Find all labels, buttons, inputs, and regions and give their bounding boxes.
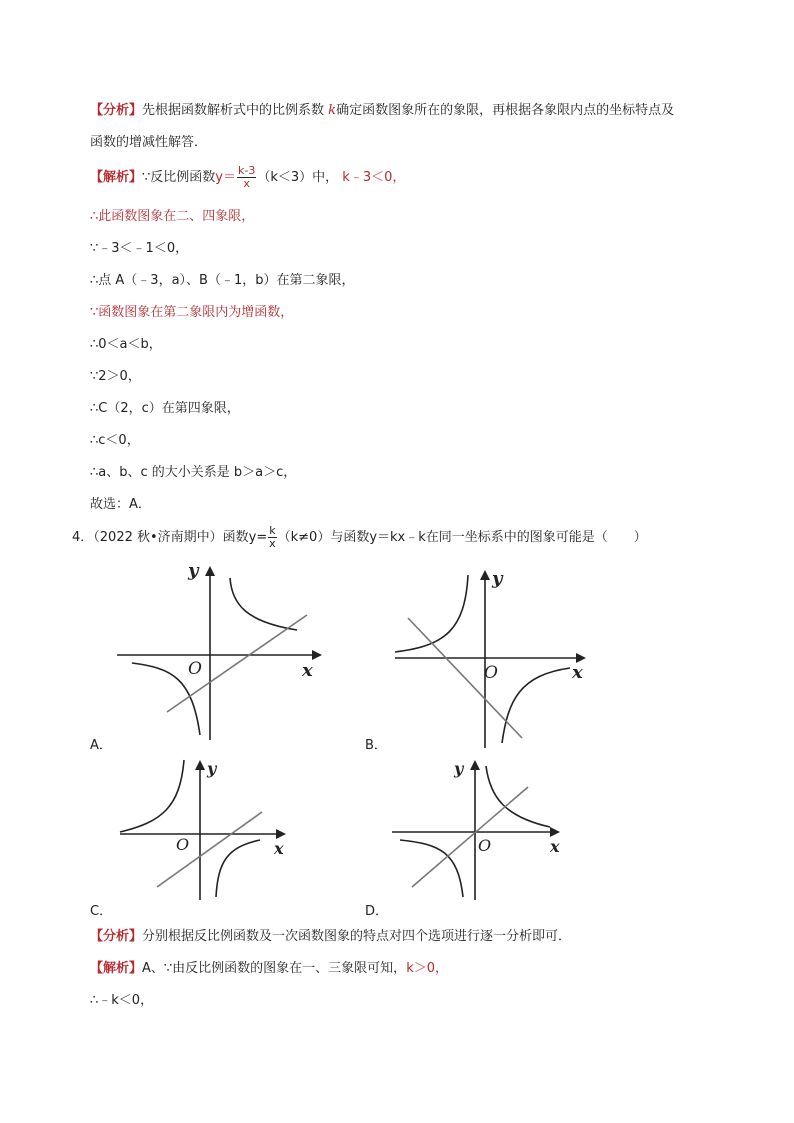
question-suffix: 与函数y＝kx﹣k在同一坐标系中的图象可能是（ ） bbox=[330, 530, 647, 545]
analysis-k: k bbox=[328, 103, 337, 118]
fraction-denominator: x bbox=[243, 177, 250, 190]
question-cond: （k≠0） bbox=[277, 530, 331, 545]
graph-b-x-label: x bbox=[572, 662, 583, 683]
q-fraction-denominator: x bbox=[269, 537, 276, 550]
solution-relation: k﹣3＜0， bbox=[342, 170, 406, 185]
solution-2-text-1: A、∵由反比例函数的图象在一、三象限可知， bbox=[142, 961, 407, 976]
option-b-label: B． bbox=[365, 738, 387, 753]
solution-tag: 【解析】 bbox=[90, 170, 143, 185]
graph-c-x-label: x bbox=[274, 839, 284, 858]
graph-c bbox=[112, 752, 302, 902]
solution-fraction bbox=[237, 165, 256, 190]
question-4 bbox=[72, 524, 647, 552]
q-fraction-numerator: k bbox=[269, 524, 276, 537]
solution-cond: （k＜3）中， bbox=[257, 170, 339, 185]
step-2: ∵﹣3＜﹣1＜0， bbox=[90, 241, 189, 256]
solution-2-tag: 【解析】 bbox=[90, 961, 143, 976]
step-6: ∵2＞0， bbox=[90, 369, 141, 384]
graph-c-origin-label: O bbox=[176, 835, 190, 854]
analysis-text-2: 确定函数图象所在的象限，再根据各象限内点的坐标特点及 bbox=[336, 103, 675, 118]
solution-text: ∵反比例函数 bbox=[142, 170, 216, 185]
solution-y-eq: y＝ bbox=[215, 170, 236, 185]
graph-d-y-label: y bbox=[454, 759, 464, 778]
step-7: ∴C（2，c）在第四象限， bbox=[90, 401, 240, 416]
graph-a-origin-label: O bbox=[188, 659, 202, 679]
option-c-label: C． bbox=[90, 904, 113, 919]
graph-d-x-label: x bbox=[550, 837, 560, 856]
graph-d bbox=[390, 752, 580, 902]
graph-b-origin-label: O bbox=[484, 663, 498, 683]
step-10: 故选：A． bbox=[90, 497, 151, 512]
analysis-1-line-2 bbox=[90, 134, 207, 152]
graph-a-y-label: y bbox=[188, 560, 199, 581]
graph-d-origin-label: O bbox=[478, 836, 492, 855]
step-5: ∴0＜a＜b， bbox=[90, 337, 162, 352]
option-d-label: D． bbox=[365, 904, 389, 919]
analysis-2 bbox=[90, 928, 571, 946]
analysis-1-line-1 bbox=[90, 102, 674, 120]
graph-b bbox=[390, 560, 600, 750]
analysis-2-text: 分别根据反比例函数及一次函数图象的特点对四个选项进行逐一分析即可． bbox=[142, 929, 572, 944]
analysis-tag: 【分析】 bbox=[90, 103, 143, 118]
solution-1-line bbox=[90, 164, 405, 192]
question-fraction bbox=[268, 525, 276, 550]
solution-2-line-2: ∴﹣k＜0， bbox=[90, 993, 154, 1008]
analysis-text-3: 函数的增减性解答． bbox=[90, 135, 208, 150]
solution-2-relation: k＞0， bbox=[406, 961, 448, 976]
step-9: ∴a、b、c 的大小关系是 b＞a＞c， bbox=[90, 465, 297, 480]
step-8: ∴c＜0， bbox=[90, 433, 140, 448]
question-y-eq: y= bbox=[248, 530, 268, 545]
step-4: ∵函数图象在第二象限内为增函数， bbox=[90, 305, 294, 320]
step-1: ∴此函数图象在二、四象限， bbox=[90, 209, 255, 224]
analysis-text-1: 先根据函数解析式中的比例系数 bbox=[142, 103, 325, 118]
analysis-2-tag: 【分析】 bbox=[90, 929, 143, 944]
graph-b-y-label: y bbox=[492, 568, 503, 589]
question-prefix: 4．（2022 秋•济南期中）函数 bbox=[72, 530, 249, 545]
fraction-numerator: k-3 bbox=[238, 164, 256, 177]
graph-a bbox=[112, 560, 332, 740]
option-a-label: A． bbox=[90, 738, 112, 753]
graph-a-x-label: x bbox=[302, 660, 313, 681]
step-3: ∴点 A（﹣3，a）、B（﹣1，b）在第二象限， bbox=[90, 273, 355, 288]
solution-2-line-1 bbox=[90, 960, 448, 978]
graph-c-y-label: y bbox=[207, 759, 217, 778]
